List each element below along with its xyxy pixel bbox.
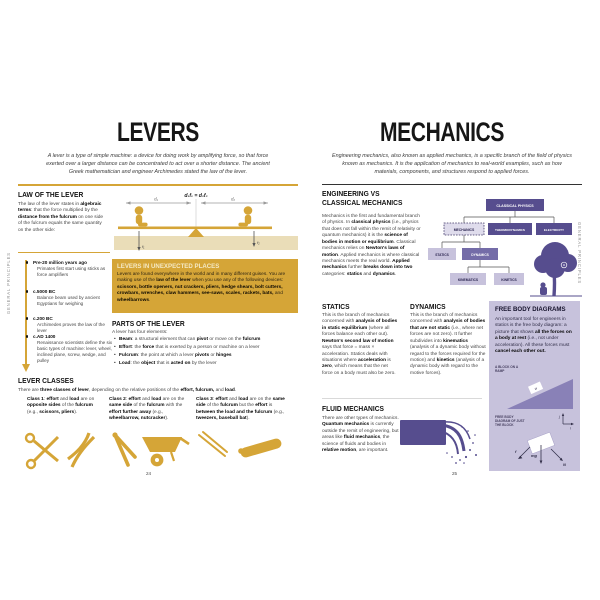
svg-text:THERMODYNAMICS: THERMODYNAMICS <box>495 228 525 232</box>
unexpected-places-box <box>112 259 298 313</box>
d2-label: d₂ <box>230 196 236 202</box>
left-page-intro: A lever is a type of simple machine: a device for doing work by amplifying force, so that force exerted over a larger distance can be concentrated to act over a shorter distance. The ancient Greek mathematician and engineer Archimedes stated the law of the lever. <box>46 153 270 176</box>
baseball-bat-icon <box>238 437 282 458</box>
d1-label: d₁ <box>154 196 158 202</box>
class2-text: Class 2: effort and load are on the same side of the fulcrum with the effort further away (e.g., wheelbarrow, nutcracker). <box>109 397 185 422</box>
newton-tree-illustration <box>530 242 582 296</box>
wheelbarrow-icon <box>142 437 189 466</box>
parts-item: • Load: the object that is acted on by the lever <box>114 361 298 367</box>
timeline-date: c.5000 BC <box>33 289 56 294</box>
timeline-dot-icon <box>26 290 29 293</box>
pliers-icon <box>68 433 94 467</box>
svg-text:ELECTRICITY: ELECTRICITY <box>543 228 565 232</box>
timeline-text: Balance beam used by ancient Egyptians for weighing <box>37 295 100 307</box>
parts-intro: A lever has four elements: <box>112 330 168 335</box>
class1-text: Class 1: effort and load are on opposite sides of the fulcrum (e.g., scissors, pliers). <box>27 397 95 415</box>
svg-text:STATICS: STATICS <box>435 253 449 257</box>
timeline-dot-icon <box>26 261 29 264</box>
fluid-mechanics-body: There are other types of mechanics. Quantum mechanics is currently outside the remit of engineering, but areas like fluid mechanics, the science of fluids and bodies in relative motion, are important. <box>322 416 399 454</box>
svg-text:MECHANICS: MECHANICS <box>453 228 475 232</box>
weight-label: w <box>533 386 538 392</box>
right-page-number: 25 <box>452 471 458 476</box>
water-pouring-illustration <box>400 417 484 467</box>
eng-vs-classical-heading: ENGINEERING VS CLASSICAL MECHANICS <box>322 189 403 207</box>
timeline-item <box>33 334 113 364</box>
timeline-arrow-icon <box>22 364 30 372</box>
timeline-date: c.200 BC <box>33 316 53 321</box>
right-page-side-tab: GENERAL PRINCIPLES <box>577 222 582 285</box>
lever-formula: d₁f₁ = d₂f₂ <box>184 193 208 199</box>
timeline-item <box>33 289 113 307</box>
class3-text: Class 3: effort and load are on the same side of the fulcrum but the effort is between the load and the fulcrum (e.g., tweezers, baseball bat). <box>196 397 285 422</box>
friction-label: f <box>515 449 517 454</box>
statics-heading: STATICS <box>322 302 350 311</box>
left-title-rule <box>18 184 298 186</box>
timeline-item <box>33 316 113 334</box>
class1-illustration <box>24 428 104 470</box>
tweezers-icon <box>199 432 227 456</box>
lever-classes-heading: LEVER CLASSES <box>18 376 74 385</box>
eng-vs-classical-body: Mechanics is the first and fundamental branch of physics. In classical physics (i.e., physics that does not fall within the remit of relativity or quantum mechanics) it is the science of bodies in motion or equilibrium. Classical mechanics relies on Newton's laws of motion. Applied mechanics is where classical mechanics meets the real world. Applied mechanics further breaks down into two categories: statics and dynamics. <box>322 214 421 277</box>
fulcrum-icon <box>188 228 204 237</box>
seesaw-diagram <box>112 189 300 255</box>
dynamics-heading: DYNAMICS <box>410 302 446 311</box>
i-axis-label: i <box>570 426 571 431</box>
free-body-body: An important tool for engineers in statics is the free body diagram: a picture that shows all the forces on a body at rest (i.e., not under acceleration). All these forces must cancel each other out. <box>495 317 572 355</box>
statics-body: This is the branch of mechanics concerned with analysis of bodies in static equilibrium (where all forces balance each other out). Newton's second law of motion says that force = mass × acceleration. Statics deals with situations where acceleration is zero, which means that the net force on a body must also be zero. <box>322 313 398 376</box>
right-page-title: MECHANICS <box>379 117 505 147</box>
block-free-body-diagram <box>511 411 577 469</box>
timeline-top-rule <box>18 252 110 253</box>
j-axis-label: j <box>559 415 560 419</box>
timeline-text: Renaissance scientists define the six basic types of machine: lever, wheel, inclined plane, screw, wedge, and pulley <box>37 340 113 364</box>
ramp-diagram <box>493 371 576 411</box>
normal-label: N <box>563 462 566 467</box>
fluid-mechanics-heading: FLUID MECHANICS <box>322 404 384 413</box>
parts-list <box>114 337 298 369</box>
right-page-intro: Engineering mechanics, also known as applied mechanics, is a specific branch of the field of physics known as mechanics. It is the application of mechanics to real-world examples, such as how materials, components, and structures respond to applied forces. <box>331 153 572 176</box>
scissors-icon <box>26 434 58 468</box>
dynamics-body: This is the branch of mechanics concerned with analysis of bodies that are not static (i.e., where net forces are not zero). It further subdivides into kinematics (analysis of a dynamic body without regard to the forces required for the motion) and kinetics (analysis of a dynamic body with regard to the motive forces). <box>410 313 486 376</box>
fbd-label: FREE BODY DIAGRAM OF JUST THE BLOCK <box>495 415 525 428</box>
timeline-text: Primates first start using sticks as force amplifiers <box>37 266 106 278</box>
parts-item: • Fulcrum: the point at which a lever pivots or hinges <box>114 353 298 359</box>
left-page-number: 24 <box>146 471 152 476</box>
svg-text:DYNAMICS: DYNAMICS <box>471 253 489 257</box>
svg-text:CLASSICAL PHYSICS: CLASSICAL PHYSICS <box>496 204 534 208</box>
parts-item: • Beam: a structural element that can pivot or move on the fulcrum <box>114 337 298 343</box>
timeline <box>24 256 112 376</box>
law-of-lever-body: The law of the lever states in algebraic terms: that the force multiplied by the distance from the fulcrum on one side of the fulcrum equals the same quantity on the other side: <box>18 202 104 233</box>
timeline-line <box>25 260 27 364</box>
timeline-dot-icon <box>26 317 29 320</box>
lever-beam <box>118 227 272 230</box>
mg-label: mg <box>531 453 537 458</box>
parts-item: • Effort: the force that is exerted by a person or machine on a lever <box>114 345 298 351</box>
law-of-lever-heading: LAW OF THE LEVER <box>18 190 84 199</box>
left-person-icon <box>135 206 148 226</box>
right-title-rule <box>322 184 582 185</box>
timeline-date: c.AD 1400 <box>33 334 56 339</box>
right-person-icon <box>238 206 252 226</box>
ramp-label: A BLOCK ON A RAMP <box>495 365 519 374</box>
unexpected-places-body: Levers are found everywhere in the world and in many different guises. You are making use of the law of the lever when you use any of the following devices: scissors, bottle openers, nut crackers, pliers, hedge shears, bolt cutters, crowbars, wrenches, claw hammers, see-saws, scales, rackets, bats, and wheelbarrows. <box>117 272 286 303</box>
nutcracker-icon <box>112 432 135 465</box>
timeline-text: Archimedes proves the law of the lever <box>37 322 105 334</box>
f2-label: f₂ <box>257 240 260 245</box>
section-divider <box>322 398 482 399</box>
timeline-dot-icon <box>26 335 29 338</box>
class3-illustration <box>194 430 288 468</box>
parts-heading: PARTS OF THE LEVER <box>112 319 185 328</box>
f1-label: f₁ <box>142 244 145 249</box>
class2-illustration <box>108 426 190 472</box>
free-body-diagrams-box <box>489 301 580 471</box>
left-page-title: LEVERS <box>117 117 199 147</box>
timeline-date: Pre-20 million years ago <box>33 260 87 265</box>
lever-classes-intro: There are three classes of lever, depending on the relative positions of the effort, fulcrum, and load. <box>18 388 237 393</box>
free-body-heading: FREE BODY DIAGRAMS <box>495 306 566 313</box>
timeline-item <box>33 260 113 278</box>
svg-text:KINEMATICS: KINEMATICS <box>457 278 479 282</box>
svg-text:KINETICS: KINETICS <box>501 278 517 282</box>
unexpected-places-heading: LEVERS IN UNEXPECTED PLACES <box>117 263 220 270</box>
classical-physics-tree-diagram <box>424 196 586 302</box>
left-page-side-tab: GENERAL PRINCIPLES <box>6 252 11 315</box>
